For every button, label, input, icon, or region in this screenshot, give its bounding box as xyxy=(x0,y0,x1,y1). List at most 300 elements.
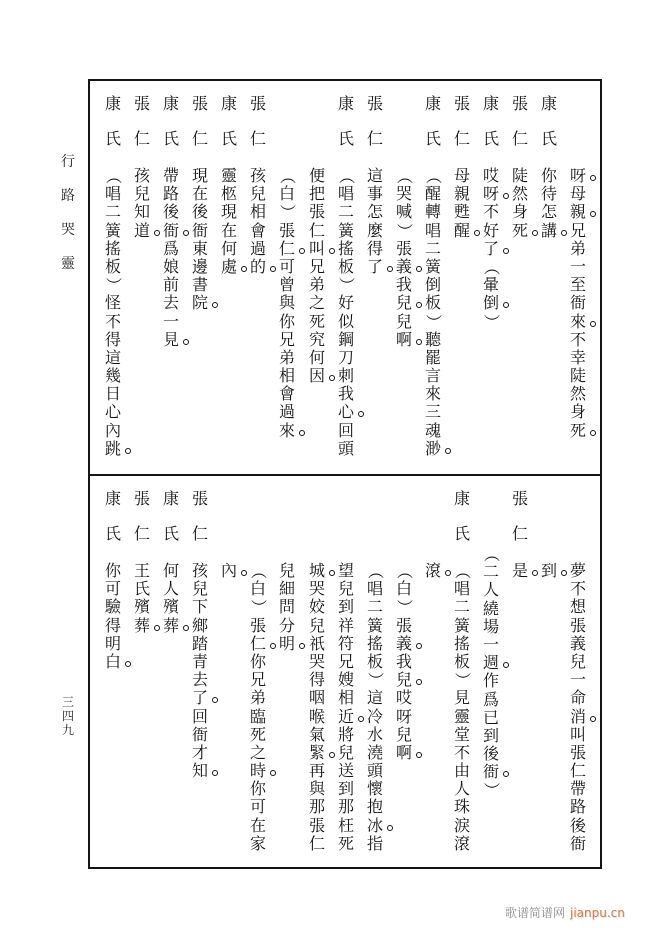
glyph: 的 xyxy=(249,258,267,276)
glyph: 似 xyxy=(337,311,354,331)
glyph: 姣 xyxy=(308,597,325,617)
glyph: 處 xyxy=(220,258,238,276)
dialogue-line xyxy=(424,167,442,458)
glyph: 家 xyxy=(249,833,266,853)
glyph: 哎 xyxy=(395,688,412,708)
glyph: 仁 xyxy=(366,129,383,148)
glyph: 祇 xyxy=(308,633,325,653)
glyph: 九 xyxy=(61,723,74,737)
watermark-site-name: 歌谱简谱网 xyxy=(505,906,566,920)
glyph: 問 xyxy=(278,597,295,617)
dialogue-line xyxy=(482,167,500,331)
dialogue-line xyxy=(540,562,558,580)
glyph: 仁 xyxy=(278,240,296,258)
glyph: 一 xyxy=(569,256,586,276)
glyph: 兒 xyxy=(395,724,412,744)
glyph: ） xyxy=(482,782,502,799)
glyph: 不 xyxy=(569,579,586,599)
glyph: 道 xyxy=(133,222,151,240)
script-column xyxy=(424,80,442,475)
glyph: 分 xyxy=(278,615,295,635)
glyph: 殯 xyxy=(162,597,179,617)
glyph: 哭 xyxy=(308,579,325,599)
glyph: 白 xyxy=(278,184,295,204)
punctuation-mark xyxy=(590,430,596,436)
script-column xyxy=(366,80,384,475)
glyph: 張 xyxy=(133,94,150,113)
glyph: 後 xyxy=(569,815,586,835)
glyph: 醒 xyxy=(453,222,471,240)
glyph: 明 xyxy=(278,635,296,653)
script-column xyxy=(337,475,355,870)
punctuation-mark xyxy=(299,643,305,649)
glyph: 王 xyxy=(133,561,150,580)
glyph: 路 xyxy=(569,797,586,817)
glyph: 作 xyxy=(482,671,499,691)
glyph: 來 xyxy=(569,313,587,331)
glyph: 鄉 xyxy=(191,615,208,635)
glyph: 仁 xyxy=(191,524,208,543)
glyph: 祥 xyxy=(337,615,354,635)
glyph: 知 xyxy=(133,202,150,222)
glyph: 氏 xyxy=(133,579,150,599)
glyph: ） xyxy=(453,672,473,689)
glyph: 到 xyxy=(337,597,354,617)
glyph: 近 xyxy=(337,708,355,726)
punctuation-mark xyxy=(445,448,451,454)
glyph: 唱 xyxy=(453,579,470,599)
script-column xyxy=(395,475,413,870)
glyph: 堂 xyxy=(453,724,470,744)
glyph: 氏 xyxy=(424,129,441,148)
glyph: 柩 xyxy=(220,184,237,204)
glyph: 至 xyxy=(569,275,586,295)
glyph: 靈 xyxy=(61,256,75,272)
glyph: 我 xyxy=(337,384,354,404)
glyph: 這 xyxy=(104,347,121,367)
script-column xyxy=(424,475,442,870)
glyph: 曾 xyxy=(278,275,295,295)
glyph: 兒 xyxy=(249,184,266,204)
speaker-name xyxy=(249,95,267,165)
glyph: 在 xyxy=(220,220,237,240)
glyph: （ xyxy=(337,168,357,185)
script-column xyxy=(308,475,326,870)
glyph: 氏 xyxy=(162,524,179,543)
dialogue-line xyxy=(308,562,326,853)
glyph: 聽 xyxy=(424,329,441,349)
glyph: 康 xyxy=(104,94,121,113)
glyph: 仁 xyxy=(249,129,266,148)
glyph: 一 xyxy=(162,311,179,331)
glyph: 會 xyxy=(249,220,266,240)
glyph: 與 xyxy=(278,293,295,313)
glyph: 可 xyxy=(249,797,266,817)
punctuation-mark xyxy=(299,248,305,254)
glyph: 到 xyxy=(540,562,558,580)
glyph: 衙 xyxy=(569,293,586,313)
glyph: ） xyxy=(482,313,502,330)
glyph: 兒 xyxy=(337,742,354,762)
glyph: 得 xyxy=(104,329,121,349)
glyph: 搖 xyxy=(337,238,354,258)
dialogue-line xyxy=(337,562,355,853)
glyph: 啊 xyxy=(395,331,413,349)
glyph: 何 xyxy=(308,347,325,367)
speaker-name xyxy=(104,490,122,560)
glyph: 消 xyxy=(569,708,587,726)
dialogue-line xyxy=(366,167,384,276)
dialogue-line xyxy=(278,167,296,440)
glyph: 呀 xyxy=(395,706,412,726)
speaker-name xyxy=(511,95,529,165)
glyph: 然 xyxy=(511,184,528,204)
glyph: 兄 xyxy=(337,651,354,671)
glyph: 死 xyxy=(569,422,587,440)
glyph: 幸 xyxy=(569,347,586,367)
dialogue-line xyxy=(191,167,209,313)
script-column xyxy=(104,475,122,870)
dialogue-line xyxy=(220,167,238,276)
glyph: 兄 xyxy=(308,256,325,276)
glyph: 得 xyxy=(308,670,325,690)
punctuation-mark xyxy=(416,339,422,345)
glyph: 待 xyxy=(540,184,557,204)
glyph: 張 xyxy=(191,94,208,113)
glyph: 後 xyxy=(191,202,208,222)
glyph: 兒 xyxy=(191,579,208,599)
glyph: 喊 xyxy=(395,202,412,222)
script-column xyxy=(249,475,267,870)
glyph: 指 xyxy=(366,833,383,853)
glyph: 回 xyxy=(191,706,208,726)
punctuation-mark xyxy=(212,302,218,308)
glyph: 怪 xyxy=(104,293,121,313)
glyph: 仁 xyxy=(308,220,325,240)
glyph: 水 xyxy=(366,724,383,744)
glyph: 送 xyxy=(337,761,354,781)
dialogue-line xyxy=(569,167,587,440)
script-column xyxy=(104,80,122,475)
glyph: 衙 xyxy=(569,833,586,853)
script-column xyxy=(453,80,471,475)
glyph: 兄 xyxy=(278,329,295,349)
glyph: 因 xyxy=(308,367,326,385)
glyph: 渺 xyxy=(424,440,442,458)
glyph: 唱 xyxy=(337,184,354,204)
speaker-name xyxy=(424,95,442,165)
glyph: 氏 xyxy=(482,129,499,148)
glyph: 倒 xyxy=(424,275,441,295)
punctuation-mark xyxy=(503,248,509,254)
glyph: 殯 xyxy=(133,597,150,617)
glyph: 靈 xyxy=(453,706,470,726)
glyph: 兒 xyxy=(395,671,413,689)
glyph: 你 xyxy=(249,779,266,799)
glyph: 死 xyxy=(337,833,354,853)
dialogue-line xyxy=(511,167,529,240)
glyph: 兄 xyxy=(249,670,266,690)
glyph: 康 xyxy=(482,94,499,113)
glyph: 簧 xyxy=(337,220,354,240)
glyph: 孩 xyxy=(249,166,266,185)
glyph: 青 xyxy=(191,651,208,671)
glyph: 白 xyxy=(104,653,122,671)
glyph: 仁 xyxy=(308,833,325,853)
speaker-name xyxy=(162,490,180,560)
glyph: 氏 xyxy=(453,524,470,543)
glyph: 喉 xyxy=(308,706,325,726)
dialogue-line xyxy=(249,562,267,853)
glyph: 時 xyxy=(249,762,267,780)
script-column xyxy=(395,80,413,475)
script-column xyxy=(540,475,558,870)
script-column xyxy=(337,80,355,475)
glyph: 這 xyxy=(366,688,383,708)
glyph: 澆 xyxy=(366,742,383,762)
glyph: 事 xyxy=(366,184,383,204)
glyph: 緊 xyxy=(308,744,326,762)
punctuation-mark xyxy=(445,570,451,576)
glyph: 氏 xyxy=(540,129,557,148)
glyph: 兄 xyxy=(569,220,586,240)
glyph: 張 xyxy=(249,615,266,635)
glyph: 刺 xyxy=(337,366,354,386)
dialogue-line xyxy=(104,562,122,671)
glyph: 弟 xyxy=(308,275,325,295)
dialogue-line xyxy=(395,167,413,349)
glyph: 後 xyxy=(482,744,499,764)
glyph: 便 xyxy=(308,166,325,185)
glyph: 已 xyxy=(482,707,499,727)
glyph: 得 xyxy=(366,238,383,258)
glyph: 兒 xyxy=(278,561,295,580)
glyph: 仁 xyxy=(133,524,150,543)
glyph: 搖 xyxy=(453,633,470,653)
speaker-name xyxy=(337,95,355,165)
glyph: 唱 xyxy=(424,220,441,240)
glyph: ） xyxy=(104,277,124,294)
punctuation-mark xyxy=(590,175,596,181)
script-column xyxy=(162,80,180,475)
punctuation-mark xyxy=(154,625,160,631)
script-column xyxy=(133,80,151,475)
glyph: 在 xyxy=(249,815,266,835)
glyph: 好 xyxy=(482,220,499,240)
glyph: 之 xyxy=(249,742,266,762)
glyph: 唱 xyxy=(104,184,121,204)
glyph: ） xyxy=(366,672,386,689)
glyph: 四 xyxy=(61,709,74,723)
punctuation-mark xyxy=(183,339,189,345)
punctuation-mark xyxy=(590,321,596,327)
glyph: ） xyxy=(395,222,415,239)
glyph: 白 xyxy=(249,579,266,599)
glyph: （ xyxy=(366,563,386,580)
glyph: 細 xyxy=(278,579,295,599)
glyph: 張 xyxy=(308,202,325,222)
glyph: 葬 xyxy=(133,617,151,635)
glyph: 內 xyxy=(104,420,121,440)
glyph: （ xyxy=(395,168,415,185)
glyph: 身 xyxy=(511,202,528,222)
glyph: 轉 xyxy=(424,202,441,222)
speaker-name xyxy=(191,490,209,560)
dialogue-line xyxy=(191,562,209,780)
glyph: 二 xyxy=(366,597,383,617)
dialogue-line xyxy=(395,562,413,762)
glyph: 氣 xyxy=(308,724,325,744)
glyph: 張 xyxy=(511,489,528,508)
glyph: 娘 xyxy=(162,256,179,276)
glyph: 週 xyxy=(482,654,500,672)
glyph: 可 xyxy=(104,579,121,599)
glyph: 咽 xyxy=(308,688,325,708)
glyph: 爲 xyxy=(162,238,179,258)
speaker-name xyxy=(162,95,180,165)
punctuation-mark xyxy=(358,411,364,417)
watermark-domain: jianpu.cn xyxy=(570,906,625,920)
glyph: 一 xyxy=(482,634,499,654)
glyph: 仁 xyxy=(191,129,208,148)
glyph: 義 xyxy=(569,633,586,653)
glyph: 怎 xyxy=(366,202,383,222)
dialogue-line xyxy=(453,562,471,853)
glyph: 是 xyxy=(511,562,529,580)
glyph: 人 xyxy=(453,779,470,799)
glyph: 東 xyxy=(191,238,208,258)
glyph: 叫 xyxy=(569,724,586,744)
glyph: 二 xyxy=(482,562,499,582)
glyph: 望 xyxy=(337,561,354,580)
glyph: 滾 xyxy=(453,833,470,853)
glyph: 來 xyxy=(424,384,441,404)
glyph: 何 xyxy=(220,238,237,258)
glyph: 仁 xyxy=(511,129,528,148)
punctuation-mark xyxy=(154,230,160,236)
glyph: 不 xyxy=(569,329,586,349)
glyph: 何 xyxy=(162,561,179,580)
glyph: 再 xyxy=(308,761,325,781)
glyph: 康 xyxy=(162,489,179,508)
punctuation-mark xyxy=(329,570,335,576)
glyph: 唱 xyxy=(366,579,383,599)
glyph: 張 xyxy=(308,815,325,835)
glyph: 刀 xyxy=(337,347,354,367)
glyph: 康 xyxy=(453,489,470,508)
glyph: 淚 xyxy=(453,815,470,835)
glyph: 符 xyxy=(337,633,354,653)
glyph: 邊 xyxy=(191,256,208,276)
glyph: 陡 xyxy=(569,366,586,386)
glyph: 言 xyxy=(424,366,441,386)
glyph: 好 xyxy=(337,293,354,313)
glyph: 張 xyxy=(249,94,266,113)
punctuation-mark xyxy=(299,430,305,436)
glyph: 甦 xyxy=(453,202,470,222)
punctuation-mark xyxy=(590,211,596,217)
script-column xyxy=(569,475,587,870)
glyph: 三 xyxy=(424,402,441,422)
glyph: 張 xyxy=(395,615,412,635)
glyph: 爲 xyxy=(482,689,499,709)
glyph: 人 xyxy=(482,580,499,600)
speaker-name xyxy=(220,95,238,165)
glyph: 張 xyxy=(366,94,383,113)
glyph: 究 xyxy=(308,329,325,349)
glyph: 二 xyxy=(104,202,121,222)
glyph: 死 xyxy=(511,222,529,240)
glyph: 二 xyxy=(453,597,470,617)
dialogue-line xyxy=(308,167,326,385)
punctuation-mark xyxy=(270,643,276,649)
glyph: 城 xyxy=(308,562,326,580)
glyph: 仁 xyxy=(133,129,150,148)
glyph: 了 xyxy=(191,689,209,707)
glyph: 前 xyxy=(162,275,179,295)
glyph: 康 xyxy=(104,489,121,508)
dialogue-line xyxy=(220,562,238,580)
glyph: 二 xyxy=(424,238,441,258)
glyph: 幾 xyxy=(104,366,121,386)
glyph: 這 xyxy=(366,166,383,185)
glyph: 把 xyxy=(308,184,325,204)
punctuation-mark xyxy=(270,770,276,776)
glyph: （ xyxy=(104,168,124,185)
dialogue-line xyxy=(424,562,442,580)
glyph: ） xyxy=(249,599,269,616)
glyph: 你 xyxy=(278,311,295,331)
speaker-name xyxy=(482,95,500,165)
script-column xyxy=(511,80,529,475)
glyph: 現 xyxy=(191,166,208,185)
speaker-name xyxy=(511,490,529,560)
dialogue-line xyxy=(366,562,384,853)
script-column xyxy=(278,475,296,870)
dialogue-line xyxy=(569,562,587,853)
dialogue-line xyxy=(133,167,151,240)
dialogue-line xyxy=(249,167,267,276)
dialogue-line xyxy=(511,562,529,580)
glyph: 母 xyxy=(453,166,470,185)
speaker-name xyxy=(104,95,122,165)
punctuation-mark xyxy=(358,716,364,722)
punctuation-mark xyxy=(561,570,567,576)
glyph: 路 xyxy=(61,188,75,204)
speaker-name xyxy=(133,490,151,560)
glyph: 一 xyxy=(569,670,586,690)
glyph: 場 xyxy=(482,616,499,636)
glyph: 衙 xyxy=(191,220,208,240)
glyph: 氏 xyxy=(104,524,121,543)
punctuation-mark xyxy=(183,230,189,236)
glyph: 簧 xyxy=(104,220,121,240)
glyph: （ xyxy=(424,168,444,185)
dialogue-line xyxy=(337,167,355,458)
glyph: 去 xyxy=(162,293,179,313)
glyph: 陡 xyxy=(511,166,528,185)
glyph: 心 xyxy=(104,402,121,422)
glyph: 我 xyxy=(395,275,412,295)
glyph: 簧 xyxy=(453,615,470,635)
script-column xyxy=(191,475,209,870)
glyph: 不 xyxy=(482,202,499,222)
glyph: 倒 xyxy=(482,294,500,312)
glyph: 知 xyxy=(191,762,209,780)
punctuation-mark xyxy=(212,697,218,703)
glyph: 張 xyxy=(569,742,586,762)
glyph: 跳 xyxy=(104,440,122,458)
